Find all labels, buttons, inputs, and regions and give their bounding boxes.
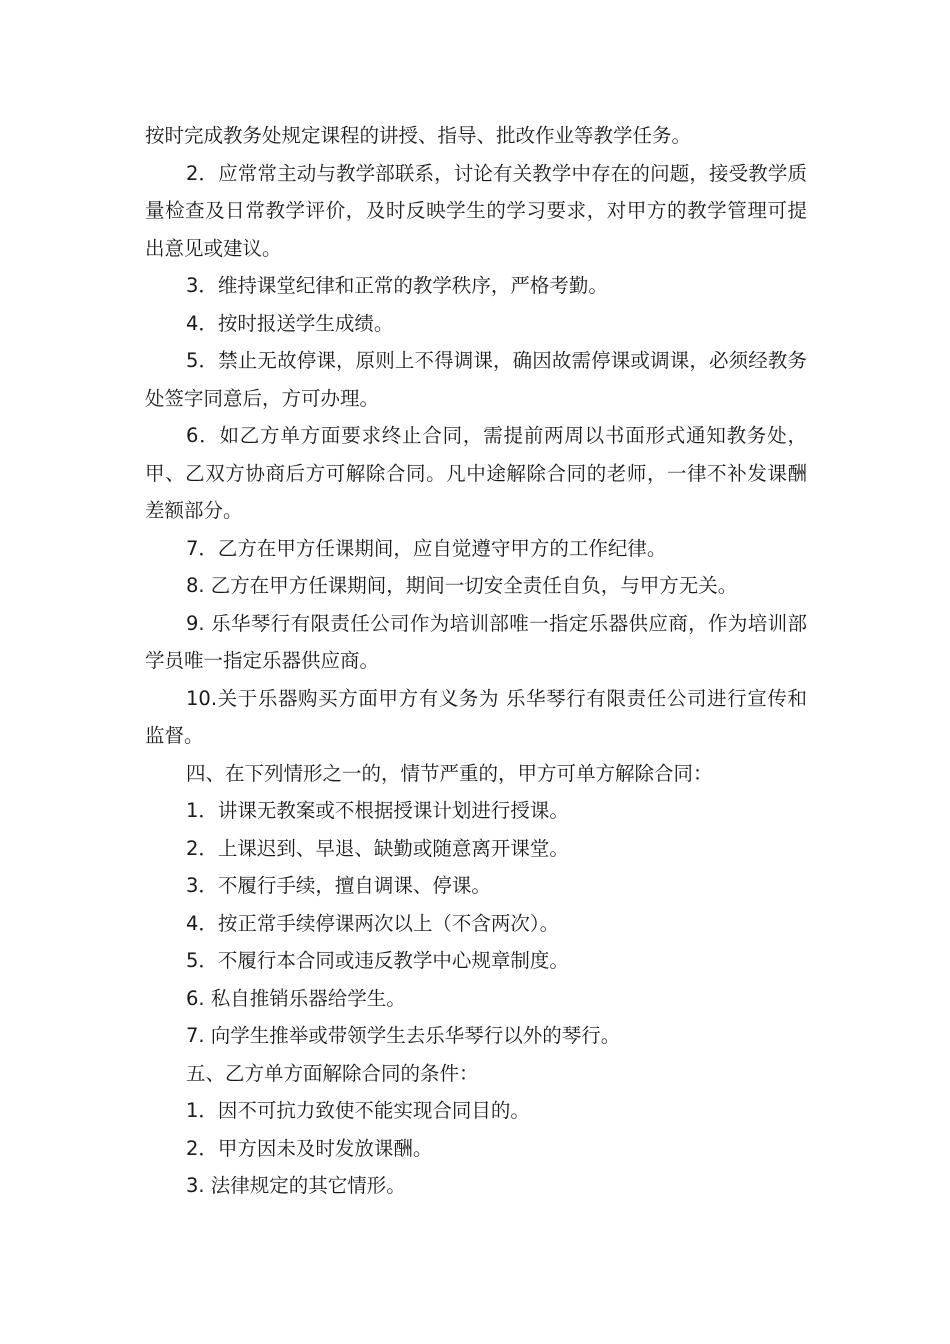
clause-3-7: 7．乙方在甲方任课期间，应自觉遵守甲方的工作纪律。 bbox=[186, 536, 667, 560]
clause-4-3: 3．不履行手续，擅自调课、停课。 bbox=[186, 874, 491, 897]
clause-4-4: 4．按正常手续停课两次以上（不含两次）。 bbox=[186, 911, 560, 935]
clause-4-6: 6. 私自推销乐器给学生。 bbox=[186, 986, 406, 1010]
clause-5-1: 1．因不可抗力致使不能实现合同目的。 bbox=[186, 1099, 530, 1122]
clause-4-1: 1．讲课无教案或不根据授课计划进行授课。 bbox=[186, 799, 569, 822]
clause-4-5: 5．不履行本合同或违反教学中心规章制度。 bbox=[186, 949, 569, 972]
section-5-heading: 五、乙方单方面解除合同的条件： bbox=[186, 1061, 479, 1085]
clause-5-2: 2．甲方因未及时发放课酬。 bbox=[186, 1136, 433, 1160]
clause-3-10: 10.关于乐器购买方面甲方有义务为 乐华琴行有限责任公司进行宣传和监督。 bbox=[145, 686, 807, 747]
clause-3-5: 5．禁止无故停课，原则上不得调课，确因故需停课或调课，必须经教务处签字同意后，方可办理。 bbox=[145, 349, 807, 410]
clause-3-6: 6．如乙方单方面要求终止合同，需提前两周以书面形式通知教务处，甲、乙双方协商后方可解除合同。凡中途解除合同的老师，一律不补发课酬差额部分。 bbox=[145, 424, 807, 522]
clause-3-8: 8. 乙方在甲方任课期间，期间一切安全责任自负，与甲方无关。 bbox=[186, 574, 738, 597]
section-4-heading: 四、在下列情形之一的，情节严重的，甲方可单方解除合同： bbox=[186, 761, 713, 785]
clause-3-3: 3．维持课堂纪律和正常的教学秩序，严格考勤。 bbox=[186, 274, 608, 297]
document-body bbox=[145, 117, 807, 1205]
clause-5-3: 3. 法律规定的其它情形。 bbox=[186, 1174, 406, 1197]
clause-4-2: 2．上课迟到、早退、缺勤或随意离开课堂。 bbox=[186, 836, 569, 860]
clause-4-7: 7. 向学生推举或带领学生去乐华琴行以外的琴行。 bbox=[186, 1024, 621, 1047]
clause-3-9: 9. 乐华琴行有限责任公司作为培训部唯一指定乐器供应商，作为培训部学员唯一指定乐器供应商。 bbox=[145, 611, 807, 672]
paragraph-continuation: 按时完成教务处规定课程的讲授、指导、批改作业等教学任务。 bbox=[145, 124, 692, 147]
clause-3-4: 4．按时报送学生成绩。 bbox=[186, 311, 394, 335]
clause-3-2: 2．应常常主动与教学部联系，讨论有关教学中存在的问题，接受教学质量检查及日常教学评价，及时反映学生的学习要求，对甲方的教学管理可提出意见或建议。 bbox=[145, 161, 807, 260]
